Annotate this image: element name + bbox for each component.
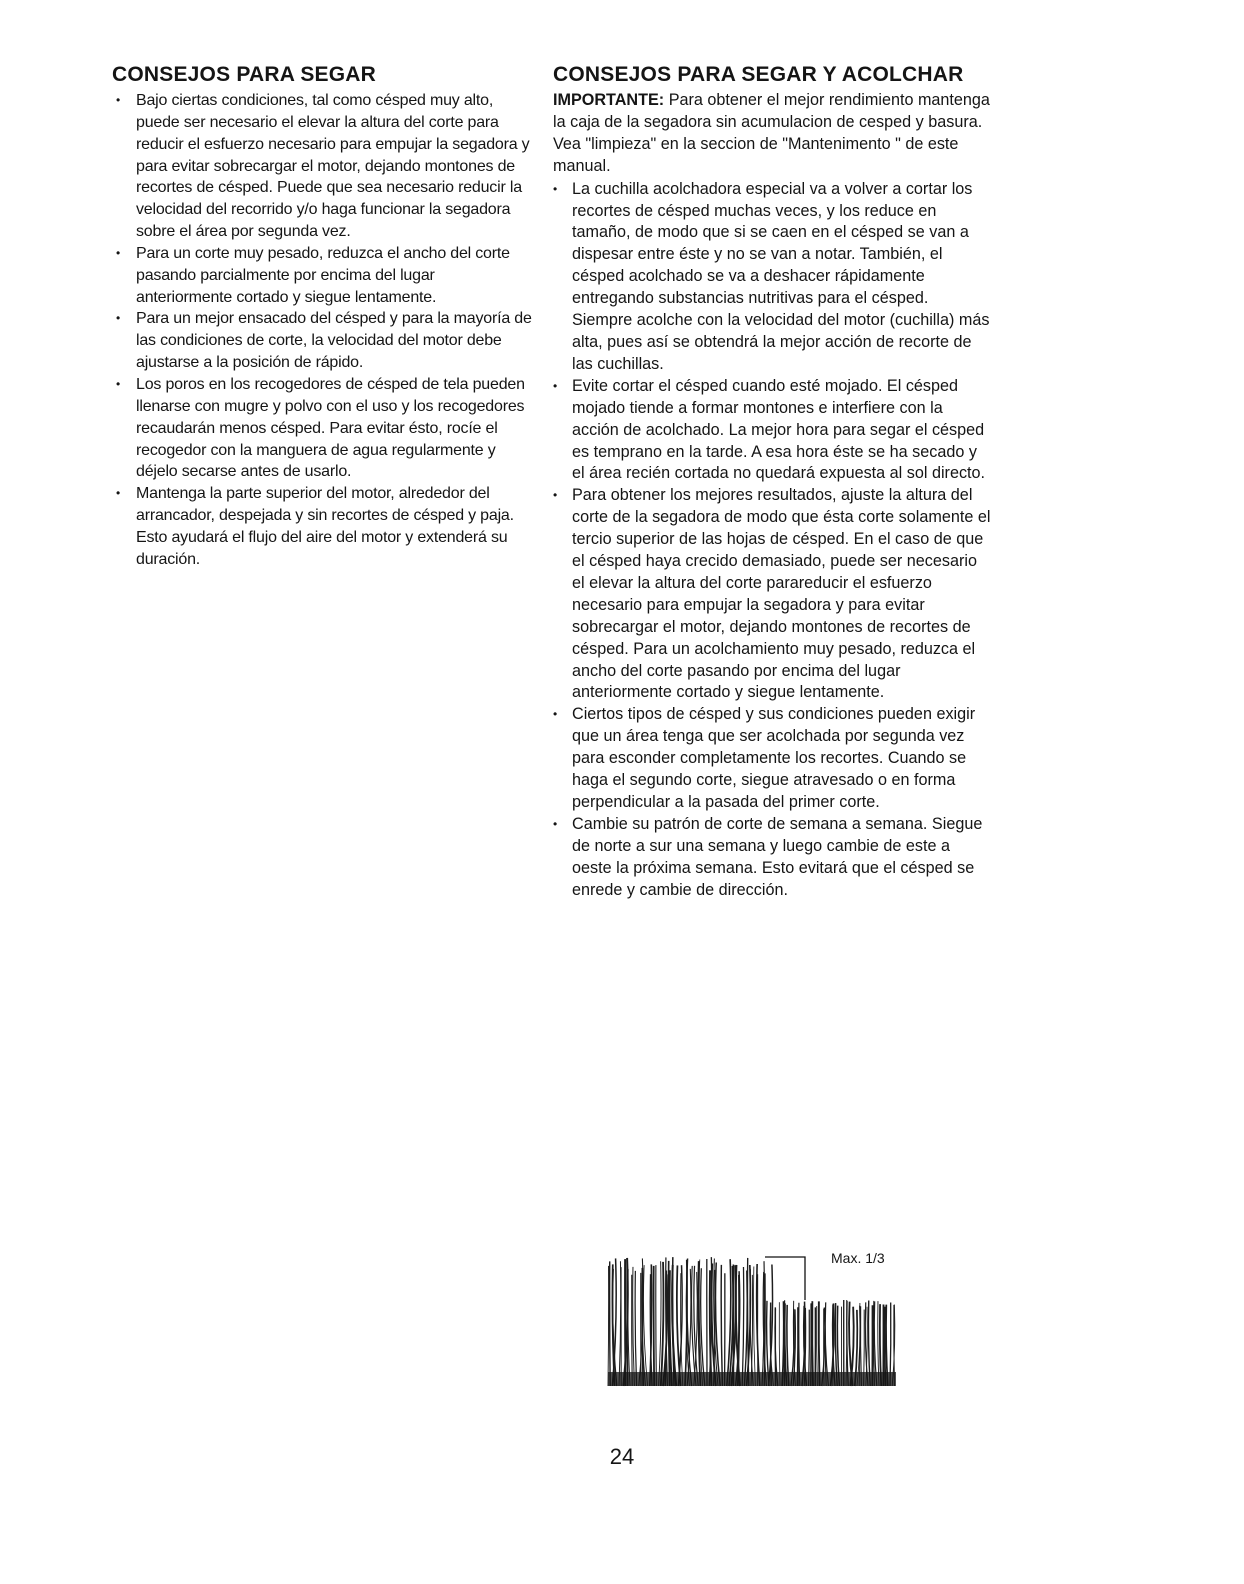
list-item: • Para un mejor ensacado del césped y para la mayoría de las condiciones de corte, la velocidad del motor debe ajustarse a la posición de rápido. [112, 308, 532, 374]
grass-blade [610, 1261, 611, 1386]
grass-blade [632, 1275, 633, 1386]
grass-blade [672, 1265, 676, 1386]
list-item: • Para obtener los mejores resultados, ajuste la altura del corte de la segadora de modo que ésta corte solamente el tercio superior de las hojas de césped. En el caso de que el césped haya crecido demasiado, puede ser necesario el elevar la altura del corte parareducir el esfuerzo necesario para empujar la segadora y para evitar sobrecargar el motor, dejando montones de recortes de césped. Para un acolchamiento muy pesado, reduzca el ancho del corte pasando por encima del lugar anteriormente cortado y siegue lentamente. [553, 485, 993, 704]
list-item: • Los poros en los recogedores de césped de tela pueden llenarse con mugre y polvo con el uso y los recogedores recaudarán menos césped. Para evitar ésto, rocíe el recogedor con la manguera de agua regularmente y déjelo secarse antes de usarlo. [112, 374, 532, 483]
grass-blade [654, 1266, 655, 1386]
right-list [553, 179, 993, 902]
list-item: • Para un corte muy pesado, reduzca el ancho del corte pasando parcialmente por encima del lugar anteriormente cortado y siegue lentamente. [112, 243, 532, 309]
page-number: 24 [609, 1444, 635, 1469]
grass-blade [619, 1261, 621, 1386]
right-column [553, 62, 993, 902]
grass-blade [721, 1265, 722, 1386]
list-item: • La cuchilla acolchadora especial va a volver a cortar los recortes de césped muchas veces, y los reduce en tamaño, de modo que si se caen en el césped se van a dispesar entre éste y no se van a notar. También, el césped acolchado se va a deshacer rápidamente entregando substancias nutritivas para el césped. Siempre acolche con la velocidad del motor (cuchilla) más alta, pues así se obtendrá la mejor acción de recorte de las cuchillas. [553, 179, 993, 376]
grass-blade [633, 1267, 635, 1386]
intro-label: IMPORTANTE: [553, 91, 665, 109]
cut-height-bracket [765, 1257, 805, 1300]
grass-blade [742, 1267, 744, 1386]
list-item: • Evite cortar el césped cuando esté mojado. El césped mojado tiende a formar montones e interfiere con la acción de acolchado. La mejor hora para segar el césped es temprano en la tarde. A esa hora éste se ha secado y el área recién cortada no quedará expuesta al sol directo. [553, 376, 993, 486]
grass-blade [659, 1261, 661, 1386]
intro-paragraph [553, 90, 993, 178]
grass-blade [677, 1265, 681, 1386]
grass-blade [757, 1264, 760, 1386]
max-label: Max. 1/3 [831, 1250, 885, 1266]
list-item: • Ciertos tipos de césped y sus condiciones pueden exigir que un área tenga que ser acolchada por segunda vez para esconder completamente los recortes. Cuando se haga el segundo corte, siegue atravesado o en forma perpendicular a la pasada del primer corte. [553, 704, 993, 814]
list-item: • Mantenga la parte superior del motor, alrededor del arrancador, despejada y sin recortes de césped y paja. Esto ayudará el flujo del aire del motor y extenderá su duración. [112, 483, 532, 570]
left-list [112, 90, 532, 571]
grass-blade [754, 1266, 756, 1386]
grass-blade [747, 1258, 748, 1386]
left-column [112, 62, 532, 571]
grass-blade [625, 1259, 626, 1386]
grass-blade [744, 1271, 747, 1386]
left-heading: CONSEJOS PARA SEGAR [112, 63, 377, 86]
right-heading: CONSEJOS PARA SEGAR Y ACOLCHAR [553, 63, 964, 86]
grass-drawing [604, 1222, 904, 1392]
grass-blade [656, 1265, 657, 1386]
grass-illustration [604, 1222, 904, 1392]
grass-blade [608, 1266, 609, 1386]
grass-blade [635, 1271, 636, 1386]
ground-strip [608, 1372, 896, 1386]
list-item: • Cambie su patrón de corte de semana a semana. Siegue de norte a sur una semana y luego cambie de este a oeste la próxima semana. Esto evitará que el césped se enrede y cambie de dirección. [553, 814, 993, 902]
intro-text: Para obtener el mejor rendimiento mantenga la caja de la segadora sin acumulacion de cesped y basura. Vea "limpieza" en la seccion de "Mantenimento " de este manual. [553, 91, 990, 175]
list-item: • Bajo ciertas condiciones, tal como césped muy alto, puede ser necesario el elevar la altura del corte para reducir el esfuerzo necesario para empujar la segadora y para evitar sobrecargar el motor, dejando montones de recortes de césped. Puede que sea necesario reducir la velocidad del recorrido y/o haga funcionar la segadora sobre el área por segunda vez. [112, 90, 532, 243]
